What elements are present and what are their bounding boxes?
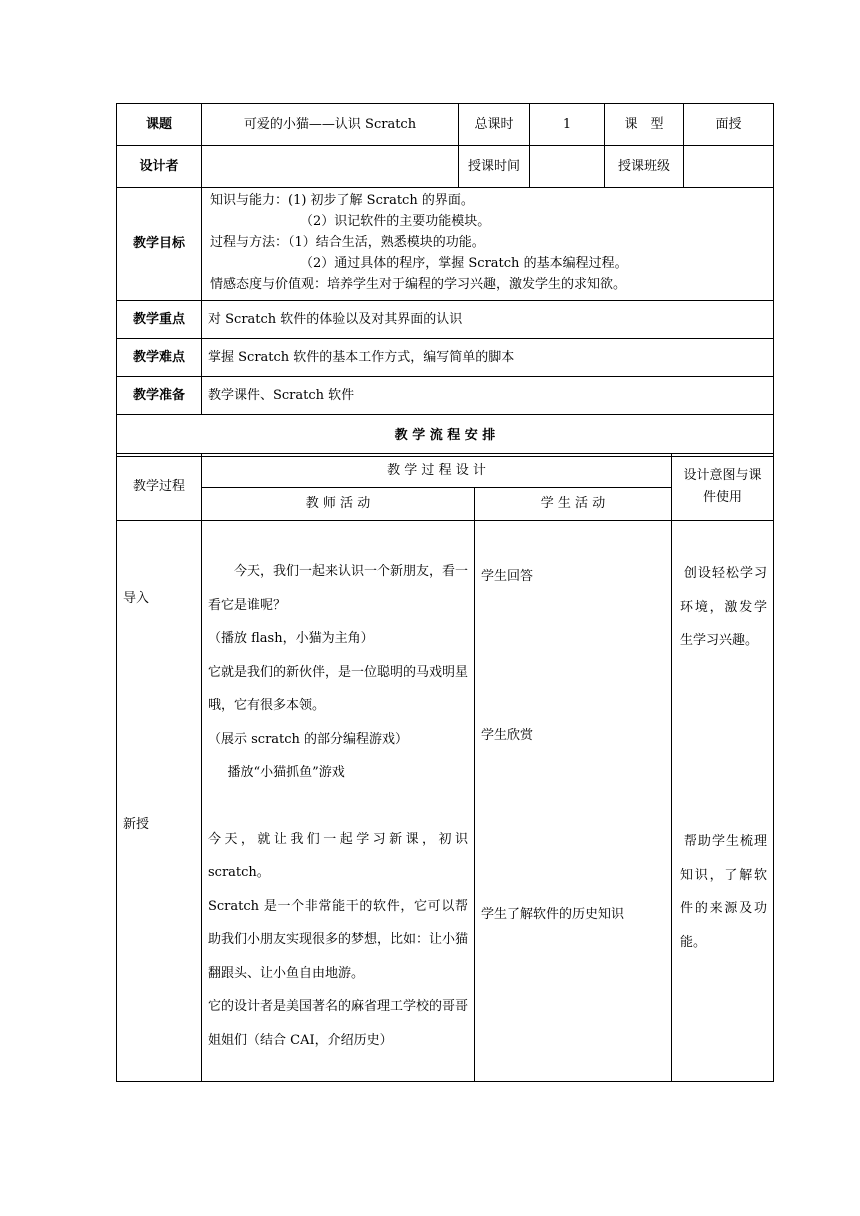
key-point-row bbox=[117, 301, 774, 339]
total-hours-value: 1 bbox=[530, 104, 605, 146]
teacher-paragraph: 它的设计者是美国著名的麻省理工学校的哥哥姐姐们（结合 CAI，介绍历史） bbox=[208, 999, 469, 1048]
flow-title-row bbox=[117, 415, 774, 457]
objective-line: 知识与能力：(1) 初步了解 Scratch 的界面。 bbox=[210, 193, 474, 208]
process-table bbox=[116, 453, 774, 1082]
objective-line: （2）识记软件的主要功能模块。 bbox=[300, 214, 491, 229]
student-item: 学生回答 bbox=[481, 569, 534, 584]
student-label: 学 生 活 动 bbox=[475, 488, 672, 521]
intent-cell bbox=[672, 521, 774, 1082]
lesson-plan-table bbox=[116, 103, 774, 457]
teacher-paragraph: 今天，我们一起来认识一个新朋友，看一看它是谁呢？ bbox=[208, 564, 469, 613]
class-label: 授课班级 bbox=[605, 146, 684, 188]
stage-cell bbox=[117, 521, 202, 1082]
preparation-label: 教学准备 bbox=[117, 377, 202, 415]
teacher-paragraph: 今天，就让我们一起学习新课，初识 scratch。 bbox=[208, 831, 468, 880]
lesson-type-label: 课 型 bbox=[605, 104, 684, 146]
student-activity-cell bbox=[475, 521, 672, 1082]
student-item: 学生欣赏 bbox=[481, 728, 534, 743]
key-point-label: 教学重点 bbox=[117, 301, 202, 339]
teach-time-label: 授课时间 bbox=[459, 146, 530, 188]
objective-line: 情感态度与价值观：培养学生对于编程的学习兴趣，激发学生的求知欲。 bbox=[210, 277, 627, 292]
key-point-value: 对 Scratch 软件的体验以及对其界面的认识 bbox=[202, 301, 774, 339]
difficulty-label: 教学难点 bbox=[117, 339, 202, 377]
designer-label: 设计者 bbox=[117, 146, 202, 188]
intent-item: 创设轻松学习环境，激发学生学习兴趣。 bbox=[680, 566, 768, 648]
stage-intro: 导入 bbox=[123, 591, 150, 606]
intent-item: 帮助学生梳理知识，了解软件的来源及功能。 bbox=[680, 834, 768, 950]
designer-value bbox=[202, 146, 459, 188]
topic-value: 可爱的小猫——认识 Scratch bbox=[202, 104, 459, 146]
stage-new: 新授 bbox=[123, 817, 150, 832]
design-label: 教 学 过 程 设 计 bbox=[202, 454, 672, 488]
process-body-row bbox=[117, 521, 774, 1082]
preparation-row bbox=[117, 377, 774, 415]
objectives-row bbox=[117, 188, 774, 301]
teacher-paragraph: （播放 flash，小猫为主角） bbox=[208, 631, 374, 646]
objectives-label: 教学目标 bbox=[117, 188, 202, 301]
designer-row bbox=[117, 146, 774, 188]
teacher-paragraph: （展示 scratch 的部分编程游戏） bbox=[208, 731, 409, 747]
process-label: 教学过程 bbox=[117, 454, 202, 521]
lesson-type-value: 面授 bbox=[684, 104, 774, 146]
objective-line: 过程与方法：（1）结合生活，熟悉模块的功能。 bbox=[210, 235, 485, 250]
total-hours-label: 总课时 bbox=[459, 104, 530, 146]
teacher-activity-cell bbox=[202, 521, 475, 1082]
flow-title: 教 学 流 程 安 排 bbox=[117, 415, 774, 457]
intent-label: 设计意图与课件使用 bbox=[672, 454, 774, 521]
objective-line: （2）通过具体的程序，掌握 Scratch 的基本编程过程。 bbox=[300, 256, 628, 271]
teacher-paragraph: 它就是我们的新伙伴，是一位聪明的马戏明星哦，它有很多本领。 bbox=[208, 664, 469, 713]
objectives-content bbox=[202, 188, 774, 301]
teacher-label: 教 师 活 动 bbox=[202, 488, 475, 521]
class-value bbox=[684, 146, 774, 188]
difficulty-row bbox=[117, 339, 774, 377]
topic-label: 课题 bbox=[117, 104, 202, 146]
teacher-paragraph: 播放“小猫抓鱼”游戏 bbox=[227, 765, 345, 780]
difficulty-value: 掌握 Scratch 软件的基本工作方式，编写简单的脚本 bbox=[202, 339, 774, 377]
student-item: 学生了解软件的历史知识 bbox=[481, 907, 625, 922]
topic-row bbox=[117, 104, 774, 146]
teach-time-value bbox=[530, 146, 605, 188]
teacher-paragraph: Scratch 是一个非常能干的软件，它可以帮助我们小朋友实现很多的梦想，比如：让小猫翻跟头、让小鱼自由地游。 bbox=[208, 898, 469, 981]
process-header-row bbox=[117, 454, 774, 488]
preparation-value: 教学课件、Scratch 软件 bbox=[202, 377, 774, 415]
